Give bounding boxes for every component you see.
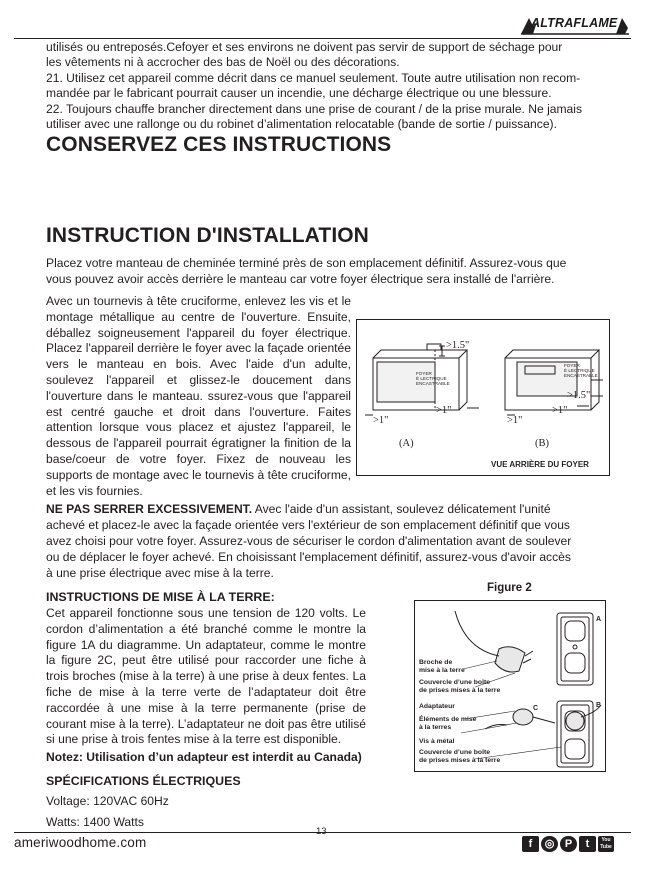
install-p2: Avec un tournevis à tête cruciforme, enlevez les vis et le montage métallique au centre de l'ouverture. Ensuite, déballez soigneusement l'appareil du foyer électrique. Placez l'appareil derrière le foyer avec la façade orientée vers le manteau en bois. Avec l'aide d'un adulte, soulevez l'appareil et glissez-le doucement dans l'ouverture dans le manteau. ssurez-vous que l'appareil est centré gauche et droit dans l'ouverture. Faites attention lorsque vous placez et ajustez l'appareil, le dessous de l'appareil pourrait égratigner la finition de la base/coeur de votre foyer. Fixez de nouveau les supports de montage avec le tournevis à tête cruciforme, et les vis fournies. xyxy=(46,294,351,498)
item-21-line-1: 21. Utilisez cet appareil comme décrit dans ce manuel seulement. Toute autre utilisation non recom- xyxy=(46,71,581,85)
grounding-instructions: Cet appareil fonctionne sous une tension de 120 volts. Le cordon d’alimentation a été branché comme le montre la figure 1A du diagramme. Un adaptateur, comme le montre la figure 2C, peut être utilisé pour raccorder une fiche à trois broches (mise à la terre) à une prise à deux fentes. La fiche de mise à la terre verte de l’adaptateur doit être raccordée à une mise à la terre permanente (prise de courant mise à la terre). L’adaptateur ne doit pas être utilisé si une prise à trois fentes mise à la terre est disponible. xyxy=(46,606,366,747)
footer-divider xyxy=(14,832,631,833)
altraflame-logo xyxy=(519,14,631,36)
figure-2-title: Figure 2 xyxy=(487,582,532,594)
heading-conservez: CONSERVEZ CES INSTRUCTIONS xyxy=(46,133,392,156)
label-cover-1: Couvercle d’une boîte de prises mises à la terre xyxy=(419,679,501,694)
youtube-icon[interactable]: You Tube xyxy=(598,836,614,852)
outlet-label-b: B xyxy=(596,702,602,709)
dim-bottom-a: >1" xyxy=(436,405,452,416)
item-22-line-2: utiliser avec une rallonge ou du robinet d’alimentation relocatable (bande de sortie / puissance). xyxy=(46,117,557,131)
heading-mise-a-la-terre: INSTRUCTIONS DE MISE À LA TERRE: xyxy=(46,590,275,604)
figure-2-grounding xyxy=(414,600,606,772)
instagram-icon[interactable]: ◎ xyxy=(541,836,558,852)
spec-watts: Watts: 1400 Watts xyxy=(46,815,144,829)
label-adapter: Adaptateur xyxy=(419,703,455,710)
pinterest-icon[interactable]: P xyxy=(560,836,577,852)
page-number: 13 xyxy=(316,826,327,837)
dim-bottom-b: >1" xyxy=(552,405,568,416)
spec-voltage: Voltage: 120VAC 60Hz xyxy=(46,794,169,808)
adapter-label-c: C xyxy=(533,705,539,712)
dim-left-b: >1" xyxy=(507,415,523,426)
install-p1-line-1: Placez votre manteau de cheminée terminé près de son emplacement définitif. Assurez-vous que xyxy=(46,256,567,270)
install-p3-line-4: ou de déplacer le foyer achevé. En choisissant l'emplacement définitif, assurez-vous d'avoir accès xyxy=(46,550,571,564)
caption-a: (A) xyxy=(399,438,414,449)
item-21-line-2: mandée par le fabricant pourrait causer un incendie, une décharge électrique ou une blessure. xyxy=(46,86,552,100)
install-p3-line-5: à une prise électrique avec mise à la terre. xyxy=(46,566,274,580)
intro-line-2: les vêtements ni à accrocher des bas de Noël ou des décorations. xyxy=(46,55,400,69)
social-icons xyxy=(522,836,614,852)
brand-name: ALTRAFLAME xyxy=(531,16,618,30)
facebook-icon[interactable]: f xyxy=(522,836,539,852)
install-p1-line-2: vous pouvez avoir accès derrière le manteau car votre foyer électrique sera installé de l'arrière. xyxy=(46,272,555,286)
website-url: ameriwoodhome.com xyxy=(14,835,147,850)
dim-side-a: >1" xyxy=(373,415,389,426)
canada-note: Notez: Utilisation d’un adapteur est interdit au Canada) xyxy=(46,750,362,764)
figure-rear-title: VUE ARRIÈRE DU FOYER xyxy=(491,460,589,469)
install-p3-line-3: avez choisi pour votre foyer. Assurez-vous de sécuriser le cordon d'alimentation avant de soulever xyxy=(46,534,572,548)
heading-installation: INSTRUCTION D'INSTALLATION xyxy=(46,224,369,247)
label-foyer-b: FOYER É LECTRIQUE ENCASTRABLE xyxy=(564,363,598,379)
label-grounding-elements: Éléments de mise à la terres xyxy=(419,716,477,731)
install-p3-line-1: NE PAS SERRER EXCESSIVEMENT. Avec l'aide d'un assistant, soulevez délicatement l'unité xyxy=(46,502,551,516)
item-22-line-1: 22. Toujours chauffe brancher directement dans une prise de courant / de la prise murale. Ne jamais xyxy=(46,102,583,116)
caption-b: (B) xyxy=(535,438,549,449)
install-p3-line-2: achevé et placez-le avec la façade orientée vers l'extérieur de son emplacement définitif que vous xyxy=(46,518,570,532)
label-foyer-a: FOYER É LECTRIQUE ENCASTRABLE xyxy=(416,371,450,387)
header-divider xyxy=(14,38,631,39)
label-cover-2: Couvercle d’une boîte de prises mises à la terre xyxy=(419,749,501,764)
intro-line-1: utilisés ou entreposés.Cefoyer et ses environs ne doivent pas servir de support de séchage pour xyxy=(46,40,563,54)
warning-no-overtighten: NE PAS SERRER EXCESSIVEMENT. xyxy=(46,502,253,516)
dim-top-a: >1.5" xyxy=(446,340,470,351)
outlet-label-a: A xyxy=(596,616,602,623)
twitter-icon[interactable]: t xyxy=(579,836,596,852)
label-metal-screw: Vis à métal xyxy=(419,738,455,745)
dim-side-b: >1.5" xyxy=(567,390,591,401)
heading-specs: SPÉCIFICATIONS ÉLECTRIQUES xyxy=(46,774,241,788)
label-grounding-prong: Broche de mise à la terre xyxy=(419,659,465,674)
figure-rear-view xyxy=(356,319,610,476)
